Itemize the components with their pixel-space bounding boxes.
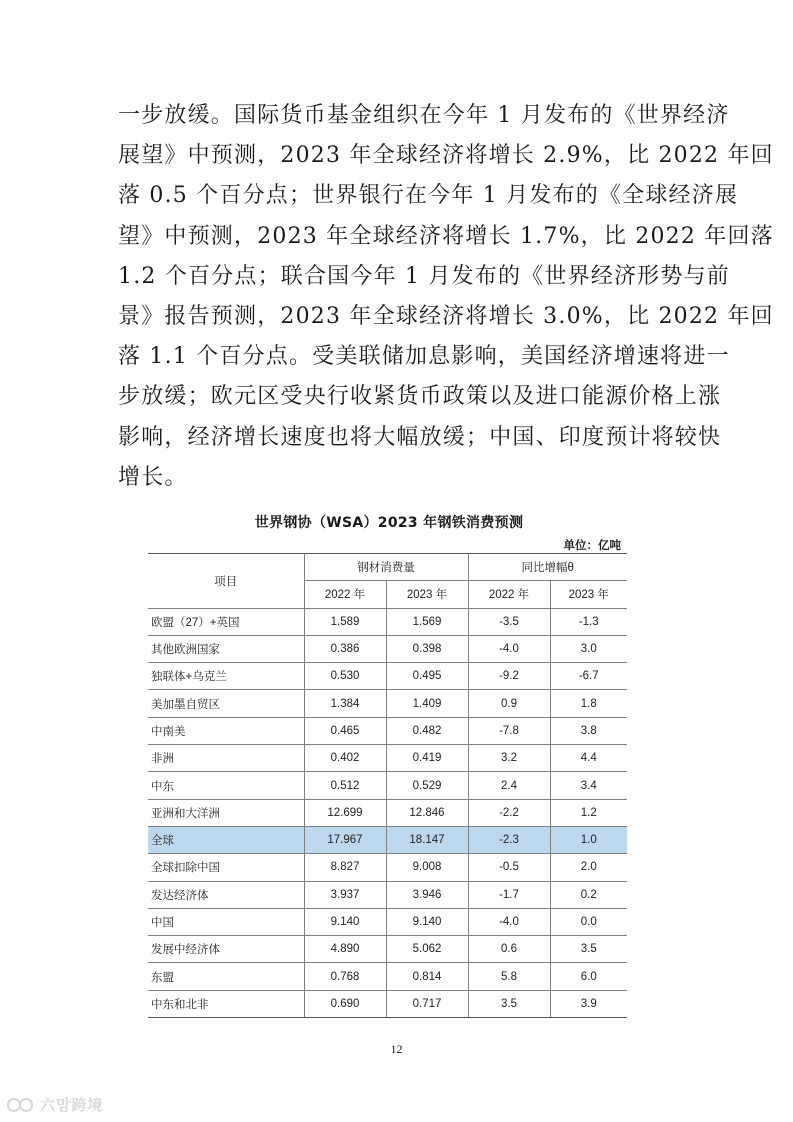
cell-consumption-2022: 12.699 xyxy=(304,799,386,826)
cell-item-name: 非洲 xyxy=(148,745,304,772)
watermark xyxy=(6,1094,104,1115)
cell-growth-2022: -4.0 xyxy=(468,908,550,935)
page-number: 12 xyxy=(390,1042,403,1056)
body-line: 望》中预测，2023 年全球经济将增长 1.7%，比 2022 年回落 xyxy=(118,223,774,249)
body-line: 展望》中预测，2023 年全球经济将增长 2.9%，比 2022 年回 xyxy=(118,143,774,169)
cell-item-name: 发达经济体 xyxy=(148,881,304,908)
table-row xyxy=(148,690,627,717)
cell-consumption-2022: 3.937 xyxy=(304,881,386,908)
table-row xyxy=(148,717,627,744)
subheader-growth-2022: 2022 年 xyxy=(468,581,550,608)
cell-consumption-2023: 9.008 xyxy=(386,854,468,881)
cell-growth-2023: -6.7 xyxy=(550,663,627,690)
cell-growth-2023: 3.8 xyxy=(550,717,627,744)
body-line: 影响，经济增长速度也将大幅放缓；中国、印度预计将较快 xyxy=(118,424,722,450)
cell-item-name: 中南美 xyxy=(148,717,304,744)
watermark-text: 六맘跨境 xyxy=(40,1096,104,1114)
header-consumption: 钢材消费量 xyxy=(304,554,468,581)
table-row xyxy=(148,635,627,662)
table-row xyxy=(148,745,627,772)
cell-growth-2023: 1.2 xyxy=(550,799,627,826)
table-header-row xyxy=(148,554,627,581)
cell-growth-2022: -9.2 xyxy=(468,663,550,690)
cell-growth-2022: 3.5 xyxy=(468,990,550,1017)
body-line: 景》报告预测，2023 年全球经济将增长 3.0%，比 2022 年回 xyxy=(118,304,774,330)
subheader-growth-2023: 2023 年 xyxy=(550,581,627,608)
cell-item-name: 中国 xyxy=(148,908,304,935)
body-line: 步放缓；欧元区受央行收紧货币政策以及进口能源价格上涨 xyxy=(118,384,722,410)
table-title: 世界钢协（WSA）2023 年钢铁消费预测 xyxy=(254,515,524,531)
cell-consumption-2023: 5.062 xyxy=(386,936,468,963)
cell-consumption-2023: 0.495 xyxy=(386,663,468,690)
body-paragraph xyxy=(118,96,774,498)
cell-growth-2022: -7.8 xyxy=(468,717,550,744)
cell-consumption-2022: 0.512 xyxy=(304,772,386,799)
table-row xyxy=(148,772,627,799)
cell-item-name: 中东 xyxy=(148,772,304,799)
cell-consumption-2023: 1.569 xyxy=(386,608,468,635)
cell-consumption-2022: 0.690 xyxy=(304,990,386,1017)
cell-growth-2023: 4.4 xyxy=(550,745,627,772)
cell-growth-2023: 3.5 xyxy=(550,936,627,963)
cell-item-name: 全球 xyxy=(148,826,304,853)
cell-growth-2023: 3.9 xyxy=(550,990,627,1017)
table-row xyxy=(148,608,627,635)
table-row xyxy=(148,826,627,853)
cell-growth-2022: 5.8 xyxy=(468,963,550,990)
cell-growth-2023: 2.0 xyxy=(550,854,627,881)
table-row xyxy=(148,881,627,908)
cell-consumption-2022: 0.386 xyxy=(304,635,386,662)
table-row xyxy=(148,990,627,1017)
cell-consumption-2022: 8.827 xyxy=(304,854,386,881)
cell-consumption-2022: 4.890 xyxy=(304,936,386,963)
cell-consumption-2023: 0.482 xyxy=(386,717,468,744)
table-unit: 单位：亿吨 xyxy=(563,538,621,552)
cell-growth-2022: -2.2 xyxy=(468,799,550,826)
table-row xyxy=(148,963,627,990)
cell-consumption-2023: 3.946 xyxy=(386,881,468,908)
cell-item-name: 独联体+乌克兰 xyxy=(148,663,304,690)
cell-consumption-2023: 1.409 xyxy=(386,690,468,717)
table-row xyxy=(148,908,627,935)
cell-item-name: 东盟 xyxy=(148,963,304,990)
body-line: 增长。 xyxy=(118,464,188,490)
cell-item-name: 全球扣除中国 xyxy=(148,854,304,881)
body-line: 1.2 个百分点；联合国今年 1 月发布的《世界经济形势与前 xyxy=(118,263,730,289)
header-item: 项目 xyxy=(148,554,304,609)
cell-consumption-2022: 1.384 xyxy=(304,690,386,717)
cell-growth-2022: -2.3 xyxy=(468,826,550,853)
table-row xyxy=(148,663,627,690)
cell-growth-2022: 0.6 xyxy=(468,936,550,963)
cell-consumption-2022: 17.967 xyxy=(304,826,386,853)
cell-growth-2022: 3.2 xyxy=(468,745,550,772)
body-line: 落 0.5 个百分点；世界银行在今年 1 月发布的《全球经济展 xyxy=(118,183,739,209)
cell-growth-2023: 6.0 xyxy=(550,963,627,990)
cell-consumption-2022: 0.402 xyxy=(304,745,386,772)
watermark-logo-icon xyxy=(6,1095,36,1115)
cell-growth-2023: 3.0 xyxy=(550,635,627,662)
header-growth: 同比增幅θ xyxy=(468,554,627,581)
cell-growth-2023: 3.4 xyxy=(550,772,627,799)
body-line: 落 1.1 个百分点。受美联储加息影响，美国经济增速将进一 xyxy=(118,344,730,370)
table-row xyxy=(148,799,627,826)
cell-growth-2022: 2.4 xyxy=(468,772,550,799)
cell-growth-2022: -3.5 xyxy=(468,608,550,635)
cell-consumption-2022: 1.589 xyxy=(304,608,386,635)
cell-consumption-2022: 0.530 xyxy=(304,663,386,690)
cell-growth-2022: 0.9 xyxy=(468,690,550,717)
cell-consumption-2023: 12.846 xyxy=(386,799,468,826)
cell-item-name: 欧盟（27）+英国 xyxy=(148,608,304,635)
table-row xyxy=(148,854,627,881)
cell-item-name: 中东和北非 xyxy=(148,990,304,1017)
cell-consumption-2022: 9.140 xyxy=(304,908,386,935)
cell-consumption-2023: 0.814 xyxy=(386,963,468,990)
cell-growth-2023: 1.0 xyxy=(550,826,627,853)
cell-consumption-2023: 9.140 xyxy=(386,908,468,935)
cell-growth-2023: 0.0 xyxy=(550,908,627,935)
cell-consumption-2022: 0.465 xyxy=(304,717,386,744)
table-body xyxy=(148,608,627,1017)
cell-consumption-2023: 0.717 xyxy=(386,990,468,1017)
cell-consumption-2023: 0.419 xyxy=(386,745,468,772)
cell-growth-2023: 0.2 xyxy=(550,881,627,908)
cell-growth-2022: -1.7 xyxy=(468,881,550,908)
cell-growth-2022: -4.0 xyxy=(468,635,550,662)
table-row xyxy=(148,936,627,963)
cell-growth-2023: -1.3 xyxy=(550,608,627,635)
cell-consumption-2023: 18.147 xyxy=(386,826,468,853)
cell-item-name: 其他欧洲国家 xyxy=(148,635,304,662)
cell-consumption-2022: 0.768 xyxy=(304,963,386,990)
cell-growth-2022: -0.5 xyxy=(468,854,550,881)
cell-item-name: 亚洲和大洋洲 xyxy=(148,799,304,826)
body-line: 一步放缓。国际货币基金组织在今年 1 月发布的《世界经济 xyxy=(118,103,730,128)
cell-item-name: 发展中经济体 xyxy=(148,936,304,963)
cell-consumption-2023: 0.398 xyxy=(386,635,468,662)
cell-item-name: 美加墨自贸区 xyxy=(148,690,304,717)
cell-growth-2023: 1.8 xyxy=(550,690,627,717)
subheader-consumption-2022: 2022 年 xyxy=(304,581,386,608)
cell-consumption-2023: 0.529 xyxy=(386,772,468,799)
steel-consumption-table xyxy=(148,553,627,1018)
subheader-consumption-2023: 2023 年 xyxy=(386,581,468,608)
